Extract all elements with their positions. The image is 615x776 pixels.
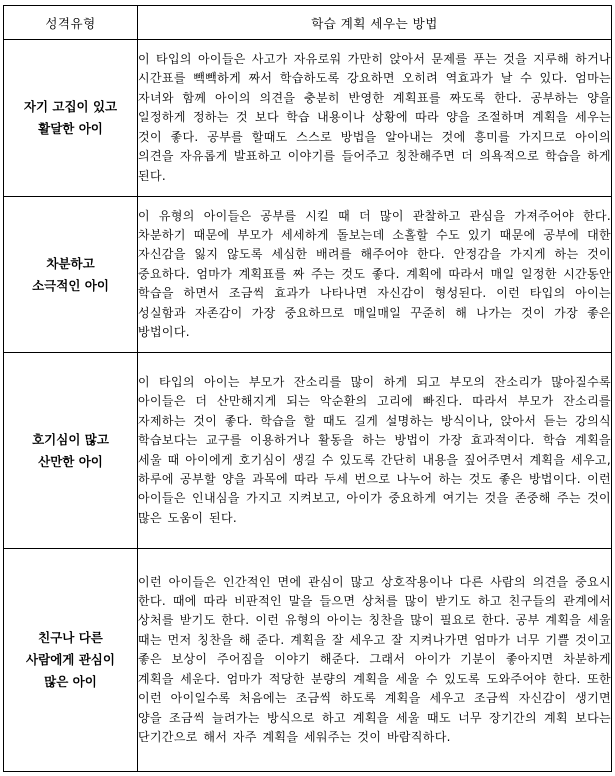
method-description: 이 타입의 아이들은 사고가 자유로워 가만히 앉아서 문제를 푸는 것을 지루해 하거나 시간표를 빽빽하게 짜서 학습하도록 강요하면 오히려 역효과가 날 수 있다. 엄마는 자녀와 함께 아이의 의견을 충분히 반영한 계획표를 짜도록 한다. 공부하는 양을 일정하게 정하는 것 보다 학습 내용이나 상황에 따라 양을 조절하며 계획을 세우는 것이 좋다. 공부를 할때도 스스로 방법을 알아내는 것에 흥미를 가지므로 아이의 의견을 자유롭게 발표하고 이야기를 들어주고 칭찬해주면 더 의욕적으로 학습을 하게 된다.: [138, 40, 612, 197]
personality-type-cell: [4, 353, 138, 549]
header-personality-type: 성격유형: [4, 6, 138, 40]
personality-type-cell: [4, 197, 138, 353]
method-description: 이런 아이들은 인간적인 면에 관심이 많고 상호작용이나 다른 사람의 의견을 중요시 한다. 때에 따라 비판적인 말을 들으면 상처를 많이 받기도 하고 친구들의 관계에서 상처를 받기도 한다. 이런 유형의 아이는 칭찬을 많이 필요로 한다. 공부 계획을 세울 때는 먼저 칭찬을 해 준다. 계획을 잘 세우고 잘 지켜나가면 엄마가 너무 기쁠 것이고 좋은 보상이 주어짐을 이야기 해준다. 그래서 아이가 기분이 좋아지면 차분하게 계획을 세운다. 엄마가 적당한 분량의 계획을 세울 수 있도록 도와주어야 한다. 또한 이런 아이일수록 처음에는 조금씩 하도록 계획을 세우고 조금씩 자신감이 생기면 양을 조금씩 늘려가는 방식으로 하고 계획을 세울 때도 너무 장기간의 계획 보다는 단기간으로 해서 자주 계획을 세워주는 것이 바람직하다.: [138, 549, 612, 772]
type-label-line: 산만한 아이: [38, 453, 103, 469]
table-header-row: [4, 6, 612, 40]
header-study-method: 학습 계획 세우는 방법: [138, 6, 612, 40]
table-row: [4, 197, 612, 353]
type-label-line: 많은 아이: [44, 674, 97, 689]
type-label-line: 사람에게 관심이: [26, 652, 115, 667]
table-row: [4, 353, 612, 549]
table-row: [4, 40, 612, 197]
type-label-line: 친구나 다른: [38, 630, 103, 645]
study-plan-table: [3, 5, 612, 772]
type-label-line: 활달한 아이: [38, 121, 103, 136]
type-label-line: 호기심이 많고: [32, 431, 109, 447]
type-label-line: 자기 고집이 있고: [23, 99, 118, 114]
personality-type-cell: [4, 40, 138, 197]
table-row: [4, 549, 612, 772]
method-description: 이 타입의 아이는 부모가 잔소리를 많이 하게 되고 부모의 잔소리가 많아질수록 아이들은 더 산만해지게 되는 악순환의 고리에 빠진다. 따라서 부모가 잔소리를 자제하는 것이 좋다. 학습을 할 때도 길게 설명하는 방식이나, 앉아서 듣는 강의식 학습보다는 교구를 이용하거나 활동을 하는 방법이 가장 효과적이다. 학습 계획을 세울 때 아이에게 호기심이 생길 수 있도록 간단히 내용을 짚어주면서 계획을 세우고, 하루에 공부할 양을 과목에 따라 두세 번으로 나누어 하는 것도 좋은 방법이다. 이런 아이들은 인내심을 가지고 지켜보고, 아이가 중요하게 여기는 것을 존중해 주는 것이 많은 도움이 된다.: [138, 353, 612, 549]
type-label-line: 소극적인 아이: [32, 277, 109, 293]
personality-type-cell: [4, 549, 138, 772]
method-description: 이 유형의 아이들은 공부를 시킬 때 더 많이 관찰하고 관심을 가져주어야 한다. 차분하기 때문에 부모가 세세하게 돌보는데 소홀할 수도 있기 때문에 공부에 대한 자신감을 잃지 않도록 세심한 배려를 해주어야 한다. 안정감을 가지게 하는 것이 중요하다. 엄마가 계획표를 짜 주는 것도 좋다. 계획에 따라서 매일 일정한 시간동안 학습을 하면서 조금씩 효과가 나타나면 자신감이 형성된다. 이런 타입의 아이는 성실함과 자존감이 가장 중요하므로 매일매일 꾸준히 해 나가는 것이 가장 좋은 방법이다.: [138, 197, 612, 353]
type-label-line: 차분하고: [46, 255, 95, 271]
